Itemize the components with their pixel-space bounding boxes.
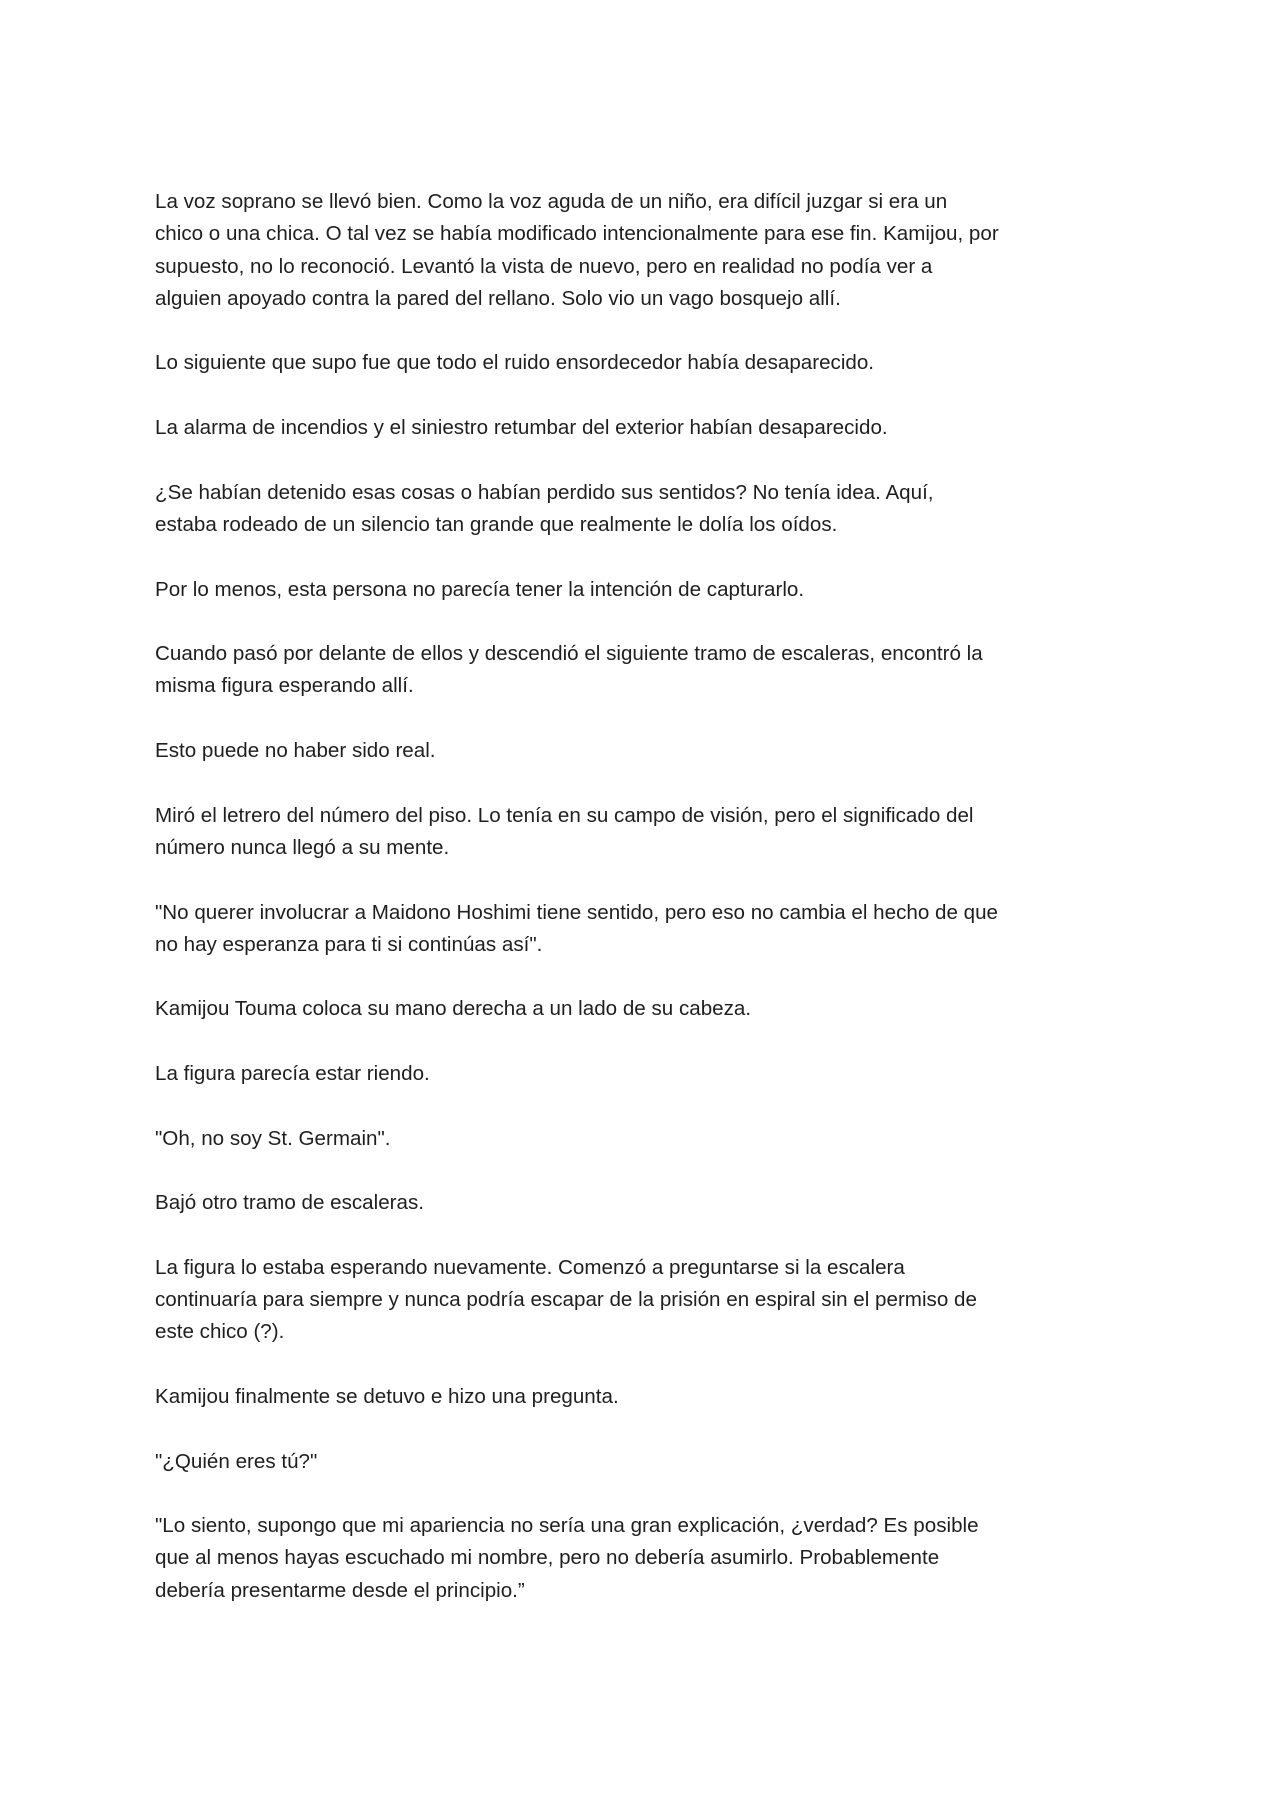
text-line: "No querer involucrar a Maidono Hoshimi tiene sentido, pero eso no cambia el hecho de que bbox=[155, 900, 998, 924]
text-line: alguien apoyado contra la pared del rellano. Solo vio un vago bosquejo allí. bbox=[155, 286, 841, 310]
text-line: misma figura esperando allí. bbox=[155, 674, 414, 698]
text-line: La alarma de incendios y el siniestro retumbar del exterior habían desaparecido. bbox=[155, 416, 888, 440]
text-line: Cuando pasó por delante de ellos y descendió el siguiente tramo de escaleras, encontró la bbox=[155, 642, 983, 666]
paragraph bbox=[155, 897, 1155, 962]
text-line: supuesto, no lo reconoció. Levantó la vista de nuevo, pero en realidad no podía ver a bbox=[155, 254, 933, 278]
text-line: no hay esperanza para ti si continúas así". bbox=[155, 932, 543, 956]
paragraph bbox=[155, 638, 1155, 703]
text-line: La voz soprano se llevó bien. Como la voz aguda de un niño, era difícil juzgar si era un bbox=[155, 190, 948, 213]
text-line: "¿Quién eres tú?" bbox=[155, 1449, 318, 1473]
text-line: Bajó otro tramo de escaleras. bbox=[155, 1191, 424, 1215]
text-line: Kamijou Touma coloca su mano derecha a un lado de su cabeza. bbox=[155, 997, 752, 1021]
paragraph bbox=[155, 347, 1155, 379]
text-line: Miró el letrero del número del piso. Lo tenía en su campo de visión, pero el significado del bbox=[155, 803, 974, 827]
text-line: estaba rodeado de un silencio tan grande que realmente le dolía los oídos. bbox=[155, 512, 838, 536]
paragraph bbox=[155, 1123, 1155, 1155]
text-line: "Oh, no soy St. Germain". bbox=[155, 1126, 391, 1150]
document-page bbox=[155, 186, 1155, 1639]
paragraph bbox=[155, 186, 1155, 315]
paragraph bbox=[155, 574, 1155, 606]
text-line: que al menos hayas escuchado mi nombre, pero no debería asumirlo. Probablemente bbox=[155, 1546, 940, 1570]
paragraph bbox=[155, 800, 1155, 865]
paragraph bbox=[155, 477, 1155, 542]
paragraph bbox=[155, 1446, 1155, 1478]
paragraph bbox=[155, 1381, 1155, 1413]
text-line: Por lo menos, esta persona no parecía tener la intención de capturarlo. bbox=[155, 577, 805, 601]
paragraph bbox=[155, 993, 1155, 1025]
text-line: chico o una chica. O tal vez se había modificado intencionalmente para ese fin. Kamijou, por bbox=[155, 222, 999, 246]
text-line: este chico (?). bbox=[155, 1320, 285, 1344]
text-line: Lo siguiente que supo fue que todo el ruido ensordecedor había desaparecido. bbox=[155, 351, 875, 375]
paragraph bbox=[155, 412, 1155, 444]
text-line: La figura parecía estar riendo. bbox=[155, 1062, 430, 1086]
text-line: La figura lo estaba esperando nuevamente. Comenzó a preguntarse si la escalera bbox=[155, 1255, 905, 1279]
paragraph bbox=[155, 735, 1155, 767]
text-line: ¿Se habían detenido esas cosas o habían perdido sus sentidos? No tenía idea. Aquí, bbox=[155, 480, 934, 504]
paragraph bbox=[155, 1187, 1155, 1219]
text-line: "Lo siento, supongo que mi apariencia no sería una gran explicación, ¿verdad? Es posible bbox=[155, 1514, 979, 1538]
text-line: Kamijou finalmente se detuvo e hizo una pregunta. bbox=[155, 1384, 619, 1408]
text-line: Esto puede no haber sido real. bbox=[155, 739, 436, 763]
text-line: debería presentarme desde el principio.” bbox=[155, 1578, 525, 1602]
text-line: continuaría para siempre y nunca podría escapar de la prisión en espiral sin el permiso de bbox=[155, 1288, 977, 1312]
paragraph bbox=[155, 1252, 1155, 1349]
paragraph bbox=[155, 1058, 1155, 1090]
paragraph bbox=[155, 1510, 1155, 1607]
text-line: número nunca llegó a su mente. bbox=[155, 835, 450, 859]
